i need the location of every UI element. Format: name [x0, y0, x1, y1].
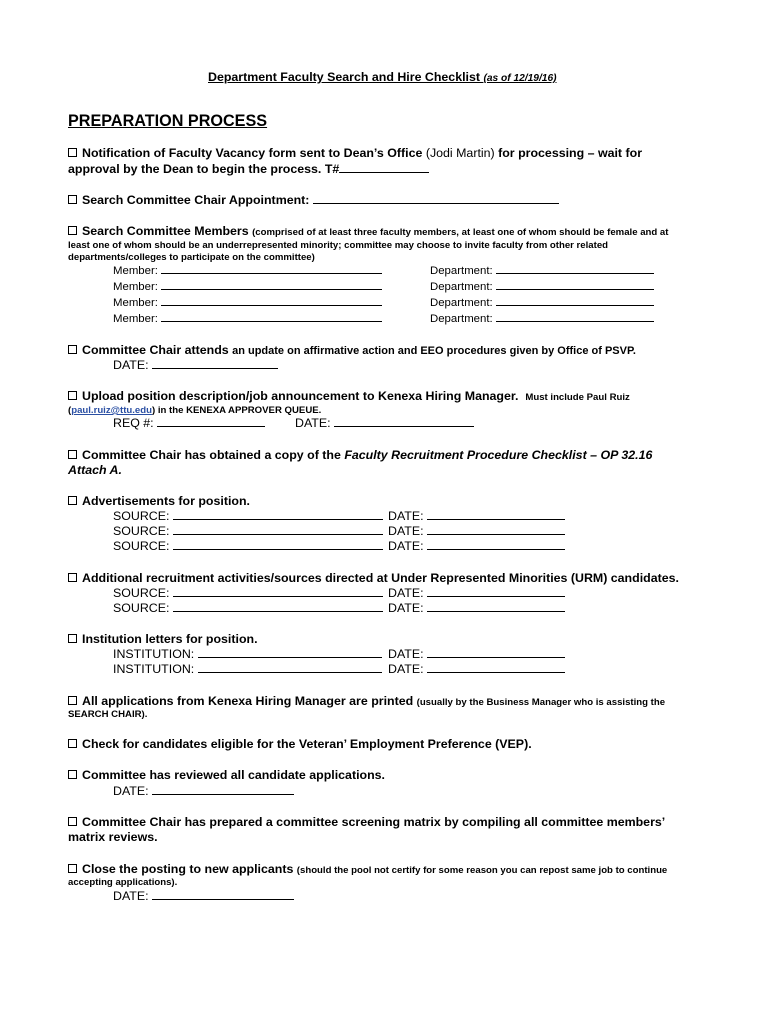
item-upload: Upload position description/job announcement to Kenexa Hiring Manager. Must include Paul Ruiz [68, 389, 630, 403]
institution-row: INSTITUTION: [113, 647, 382, 661]
ad-date-row: DATE: [388, 524, 565, 538]
department-line[interactable] [496, 288, 654, 290]
checkbox[interactable] [68, 864, 77, 873]
ad-date-row: DATE: [388, 509, 565, 523]
department-row: Department: [430, 297, 654, 309]
date-line[interactable] [427, 533, 565, 535]
item-vacancy-line2: approval by the Dean to begin the process. T# [68, 162, 429, 176]
item-chair-appointment: Search Committee Chair Appointment: [68, 193, 559, 207]
source-line[interactable] [173, 595, 383, 597]
checkbox[interactable] [68, 634, 77, 643]
source-line[interactable] [173, 548, 383, 550]
section-heading: PREPARATION PROCESS [68, 112, 268, 130]
checkbox[interactable] [68, 770, 77, 779]
member-row: Member: [113, 297, 382, 309]
checkbox[interactable] [68, 391, 77, 400]
date-line[interactable] [152, 898, 294, 900]
blank-line[interactable] [313, 202, 559, 204]
title-text: Department Faculty Search and Hire Checklist [208, 70, 480, 84]
reviewed-date-row: DATE: [113, 784, 294, 798]
item-vep: Check for candidates eligible for the Veteran’ Employment Preference (VEP). [68, 737, 532, 751]
document-title [208, 70, 557, 84]
item-institution-letters: Institution letters for position. [68, 632, 258, 646]
item-procedure-copy-line2: Attach A. [68, 463, 122, 477]
item-advertisements: Advertisements for position. [68, 494, 250, 508]
item-vacancy: Notification of Faculty Vacancy form sent to Dean’s Office (Jodi Martin) for processing – wait for [68, 146, 642, 160]
upload-line2: (paul.ruiz@ttu.edu) in the KENEXA APPROVER QUEUE. [68, 405, 322, 416]
department-line[interactable] [496, 304, 654, 306]
checkbox[interactable] [68, 345, 77, 354]
printed-note-2: SEARCH CHAIR). [68, 709, 148, 720]
email-link[interactable]: paul.ruiz@ttu.edu [71, 405, 152, 416]
ad-date-row: DATE: [388, 539, 565, 553]
checkbox[interactable] [68, 739, 77, 748]
source-line[interactable] [173, 610, 383, 612]
checkbox[interactable] [68, 573, 77, 582]
date-line[interactable] [152, 367, 278, 369]
date-line[interactable] [427, 518, 565, 520]
department-row: Department: [430, 281, 654, 293]
req-line[interactable] [157, 425, 265, 427]
item-screening-matrix: Committee Chair has prepared a committee screening matrix by compiling all committee members’ [68, 815, 665, 829]
close-date-row: DATE: [113, 889, 294, 903]
date-line[interactable] [427, 656, 565, 658]
urm-date-row: DATE: [388, 601, 565, 615]
member-line[interactable] [161, 304, 382, 306]
department-line[interactable] [496, 320, 654, 322]
urm-date-row: DATE: [388, 586, 565, 600]
source-row: SOURCE: [113, 539, 383, 553]
date-line[interactable] [427, 610, 565, 612]
checkbox[interactable] [68, 195, 77, 204]
title-date: (as of 12/19/16) [483, 73, 557, 84]
date-line[interactable] [427, 548, 565, 550]
item-applications-printed: All applications from Kenexa Hiring Manager are printed (usually by the Business Manager who is assisting the [68, 694, 665, 708]
blank-line[interactable] [339, 171, 429, 173]
inst-date-row: DATE: [388, 662, 565, 676]
member-line[interactable] [161, 272, 382, 274]
source-row: SOURCE: [113, 524, 383, 538]
close-note-2: accepting applications). [68, 877, 178, 888]
date-line[interactable] [334, 425, 474, 427]
member-line[interactable] [161, 288, 382, 290]
member-row: Member: [113, 313, 382, 325]
source-line[interactable] [173, 533, 383, 535]
institution-row: INSTITUTION: [113, 662, 382, 676]
inst-date-row: DATE: [388, 647, 565, 661]
source-line[interactable] [173, 518, 383, 520]
member-line[interactable] [161, 320, 382, 322]
date-line[interactable] [427, 671, 565, 673]
checkbox[interactable] [68, 817, 77, 826]
req-row: REQ #: [113, 416, 265, 430]
source-row: SOURCE: [113, 509, 383, 523]
item-procedure-copy: Committee Chair has obtained a copy of the Faculty Recruitment Procedure Checklist – OP 32.16 [68, 448, 652, 462]
member-row: Member: [113, 281, 382, 293]
department-line[interactable] [496, 272, 654, 274]
department-row: Department: [430, 313, 654, 325]
upload-date-row: DATE: [295, 416, 474, 430]
affirm-date-row: DATE: [113, 358, 278, 372]
checkbox[interactable] [68, 226, 77, 235]
checkbox[interactable] [68, 496, 77, 505]
matrix-line2: matrix reviews. [68, 830, 158, 844]
department-row: Department: [430, 265, 654, 277]
item-reviewed: Committee has reviewed all candidate applications. [68, 768, 385, 782]
institution-line[interactable] [198, 671, 382, 673]
item-urm: Additional recruitment activities/sources directed at Under Represented Minorities (URM) candidates. [68, 571, 679, 585]
source-row: SOURCE: [113, 601, 383, 615]
institution-line[interactable] [198, 656, 382, 658]
date-line[interactable] [427, 595, 565, 597]
date-line[interactable] [152, 793, 294, 795]
members-note-2: least one of whom should be an underrepresented minority; committee may choose to invite faculty from other related [68, 240, 609, 251]
item-close-posting: Close the posting to new applicants (should the pool not certify for some reason you can repost same job to continue [68, 862, 667, 876]
member-row: Member: [113, 265, 382, 277]
item-affirmative-action: Committee Chair attends an update on affirmative action and EEO procedures given by Office of PSVP. [68, 343, 636, 357]
members-note-3: departments/colleges to participate on the committee) [68, 252, 315, 263]
checkbox[interactable] [68, 148, 77, 157]
checkbox[interactable] [68, 696, 77, 705]
item-committee-members: Search Committee Members (comprised of at least three faculty members, at least one of whom should be female and at [68, 224, 668, 238]
source-row: SOURCE: [113, 586, 383, 600]
checkbox[interactable] [68, 450, 77, 459]
